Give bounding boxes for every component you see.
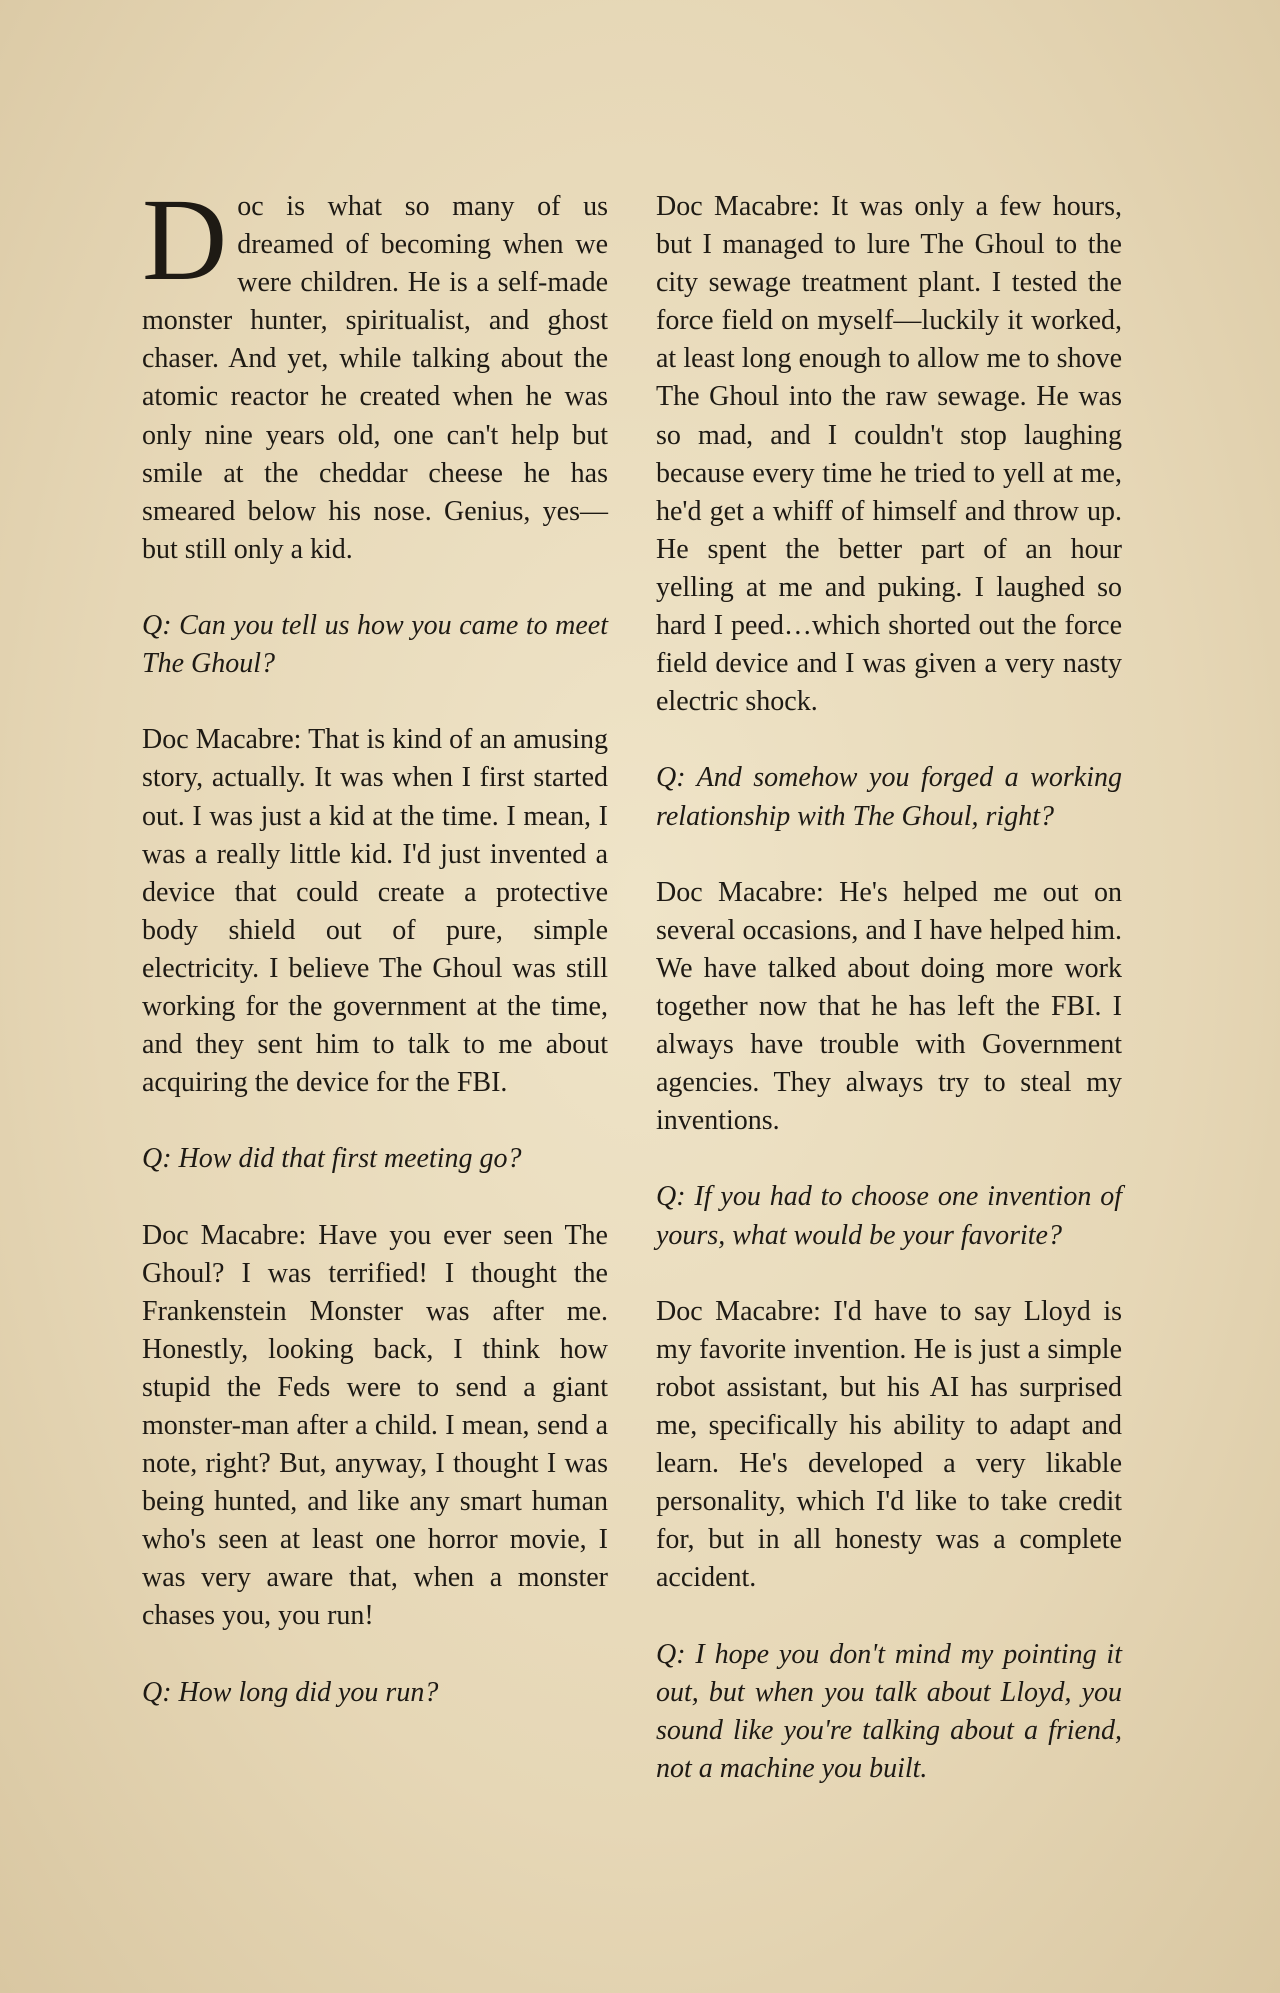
- question: Q: Can you tell us how you came to meet The Ghoul?: [142, 610, 608, 680]
- answer: Doc Macabre: It was only a few hours, but I managed to lure The Ghoul to the city sewage treatment plant. I tested the force field on myself—luckily it worked, at least long enough to allow me to shove The Ghoul into the raw sewage. He was so mad, and I couldn't stop laughing because every time he tried to yell at me, he'd get a whiff of himself and throw up. He spent the better part of an hour yelling at me and puking. I laughed so hard I peed…which shorted out the force field device and I was given a very nasty electric shock.: [656, 191, 1122, 718]
- question: Q: How long did you run?: [142, 1676, 439, 1708]
- intro-paragraph: [142, 174, 608, 569]
- answer: Doc Macabre: That is kind of an amusing story, actually. It was when I first started out. I was just a kid at the time. I mean, I was a really little kid. I'd just invented a device that could create a protective body shield out of pure, simple electricity. I believe The Ghoul was still working for the government at the time, and they sent him to talk to me about acquiring the device for the FBI.: [142, 724, 608, 1099]
- left-column: [142, 174, 608, 1750]
- answer: Doc Macabre: I'd have to say Lloyd is my favorite invention. He is just a simple robot assistant, but his AI has surprised me, specifically his ability to adapt and learn. He's developed a very likable personality, which I'd like to take credit for, but in all honesty was a complete accident.: [656, 1295, 1122, 1594]
- right-column: [656, 188, 1122, 1826]
- drop-cap: D: [142, 174, 228, 305]
- answer: Doc Macabre: Have you ever seen The Ghoul? I was terrified! I thought the Frankenstein Monster was after me. Honestly, looking back, I think how stupid the Feds were to send a giant monster-man after a child. I mean, send a note, right? But, anyway, I thought I was being hunted, and like any smart human who's seen at least one horror movie, I was very aware that, when a monster chases you, you run!: [142, 1219, 608, 1632]
- intro-text: oc is what so many of us dreamed of becoming when we were children. He is a self-made monster hunter, spiritualist, and ghost chaser. And yet, while talking about the atomic reactor he created when he was only nine years old, one can't help but smile at the cheddar cheese he has smeared below his nose. Genius, yes—but still only a kid.: [142, 191, 608, 565]
- answer: Doc Macabre: He's helped me out on several occasions, and I have helped him. We have talked about doing more work together now that he has left the FBI. I always have trouble with Government agencies. They always try to steal my inventions.: [656, 876, 1122, 1137]
- question: Q: And somehow you forged a working relationship with The Ghoul, right?: [656, 762, 1122, 832]
- question: Q: I hope you don't mind my pointing it out, but when you talk about Lloyd, you sound like you're talking about a friend, not a machine you built.: [656, 1638, 1122, 1784]
- question: Q: If you had to choose one invention of yours, what would be your favorite?: [656, 1181, 1122, 1251]
- question: Q: How did that first meeting go?: [142, 1143, 522, 1175]
